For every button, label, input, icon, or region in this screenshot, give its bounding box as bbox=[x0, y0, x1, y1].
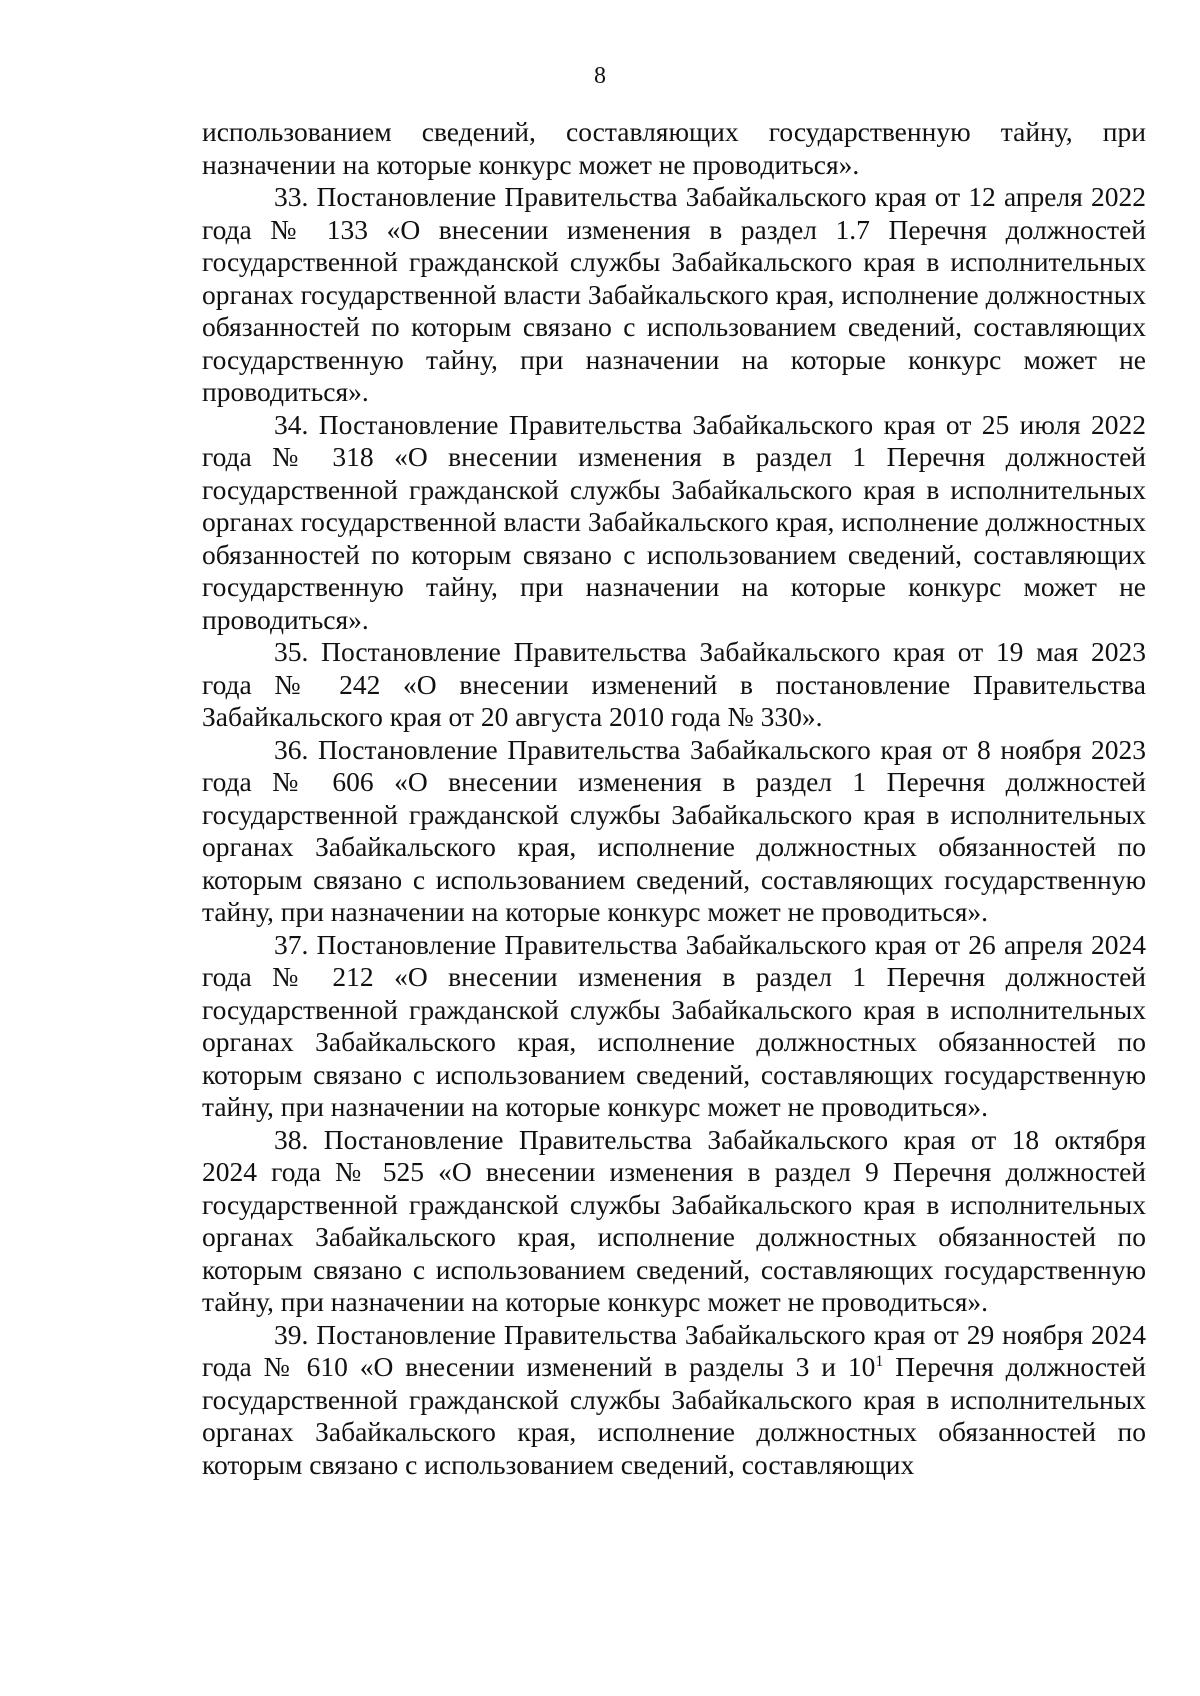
page-number: 8 bbox=[594, 63, 606, 89]
list-item-37: 37. Постановление Правительства Забайкальского края от 26 апреля 2024 года № 212 «О внесении изменения в раздел 1 Перечня должностей государственной гражданской службы Забайкальского края в исполнительных органах Забайкальского края, исполнение должностных обязанностей по которым связано с использованием сведений, составляющих государственную тайну, при назначении на которые конкурс может не проводиться». bbox=[202, 928, 1146, 1122]
list-item-39 bbox=[202, 1319, 1146, 1482]
continuation-paragraph: использованием сведений, составляющих государственную тайну, при назначении на которые конкурс может не проводиться». bbox=[202, 116, 1146, 180]
superscript: 1 bbox=[875, 1352, 884, 1370]
list-item-35: 35. Постановление Правительства Забайкальского края от 19 мая 2023 года № 242 «О внесении изменений в постановление Правительства Забайкальского края от 20 августа 2010 года № 330». bbox=[202, 636, 1146, 732]
list-item-39-end: Перечня должностей государственной гражданской службы Забайкальского края в исполнительных органах Забайкальского края, исполнение должностных обязанностей по которым связано с использованием сведений, составляющих bbox=[202, 1351, 1146, 1480]
list-item-36: 36. Постановление Правительства Забайкальского края от 8 ноября 2023 года № 606 «О внесении изменения в раздел 1 Перечня должностей государственной гражданской службы Забайкальского края в исполнительных органах Забайкальского края, исполнение должностных обязанностей по которым связано с использованием сведений, составляющих государственную тайну, при назначении на которые конкурс может не проводиться». bbox=[202, 733, 1146, 927]
list-item-39-start: 39. Постановление Правительства Забайкальского края от 29 ноября 2024 года № 610 «О внесении изменений в разделы 3 и 10 bbox=[202, 1318, 1146, 1382]
list-item-33: 33. Постановление Правительства Забайкальского края от 12 апреля 2022 года № 133 «О внесении изменения в раздел 1.7 Перечня должностей государственной гражданской службы Забайкальского края в исполнительных органах государственной власти Забайкальского края, исполнение должностных обязанностей по которым связано с использованием сведений, составляющих государственную тайну, при назначении на которые конкурс может не проводиться». bbox=[202, 181, 1146, 407]
list-item-34: 34. Постановление Правительства Забайкальского края от 25 июля 2022 года № 318 «О внесении изменения в раздел 1 Перечня должностей государственной гражданской службы Забайкальского края в исполнительных органах государственной власти Забайкальского края, исполнение должностных обязанностей по которым связано с использованием сведений, составляющих государственную тайну, при назначении на которые конкурс может не проводиться». bbox=[202, 408, 1146, 635]
document-body bbox=[202, 116, 1146, 1481]
list-item-38: 38. Постановление Правительства Забайкальского края от 18 октября 2024 года № 525 «О внесении изменения в раздел 9 Перечня должностей государственной гражданской службы Забайкальского края в исполнительных органах Забайкальского края, исполнение должностных обязанностей по которым связано с использованием сведений, составляющих государственную тайну, при назначении на которые конкурс может не проводиться». bbox=[202, 1123, 1146, 1317]
